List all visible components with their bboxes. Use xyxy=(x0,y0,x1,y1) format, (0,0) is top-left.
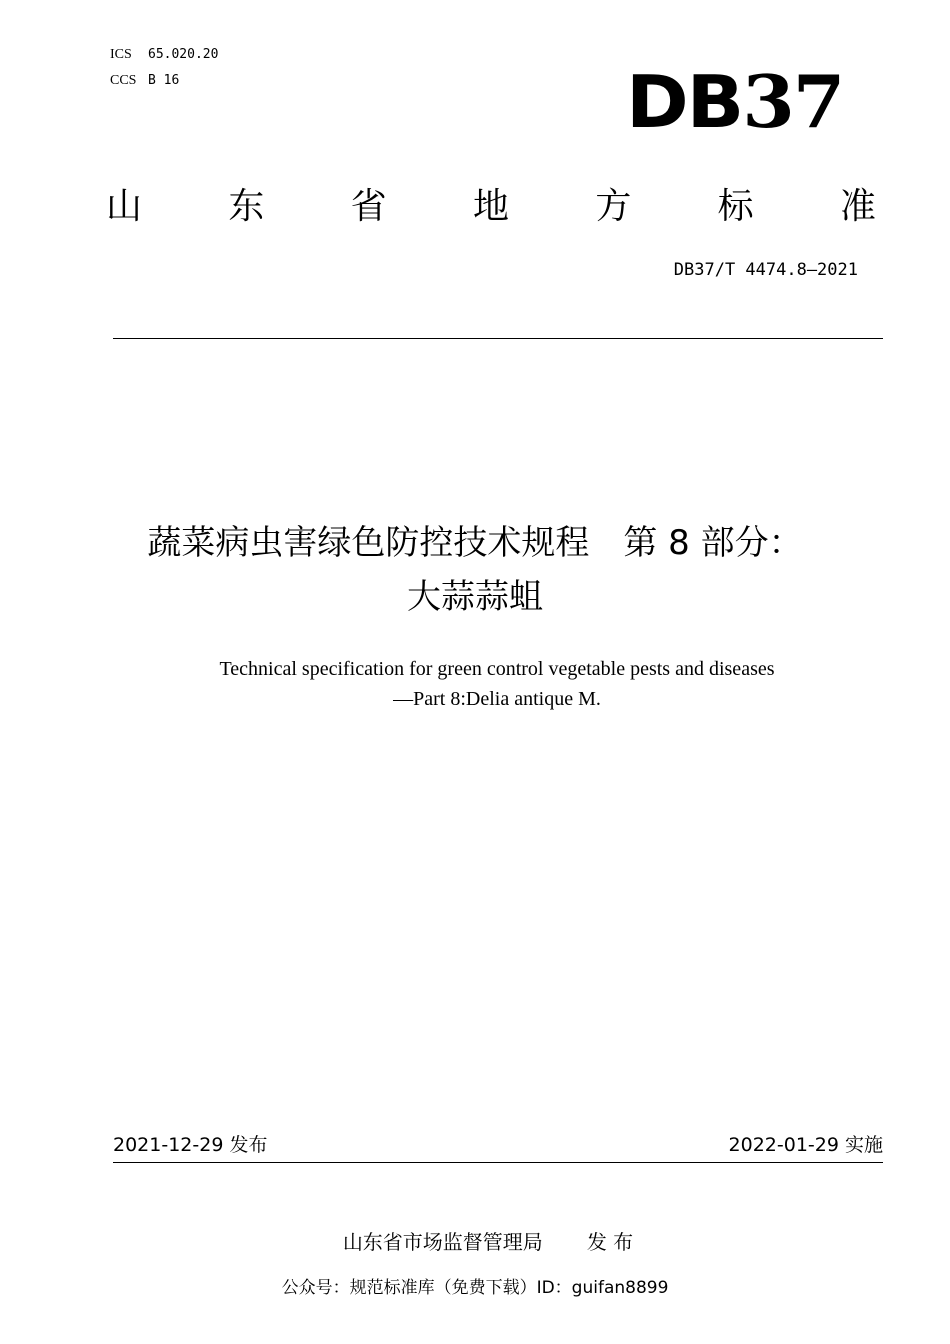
publisher-action: 发 布 xyxy=(586,1230,634,1254)
title-cn-line-1: 蔬菜病虫害绿色防控技术规程 第 8 部分： xyxy=(147,523,803,563)
release-date: 2021-12-29 发布 xyxy=(113,1134,268,1156)
title-cn-line-2: 大蒜蒜蛆 xyxy=(407,577,543,617)
standard-type-char: 地 xyxy=(472,186,509,227)
ics-label: ICS xyxy=(110,47,132,62)
standard-type-char: 东 xyxy=(228,186,265,227)
ccs-value: B 16 xyxy=(148,73,180,88)
title-en-line-2: —Part 8:Delia antique M. xyxy=(393,688,601,710)
publisher-name: 山东省市场监督管理局 xyxy=(342,1230,543,1254)
standard-type-char: 省 xyxy=(350,186,387,227)
document-title-cn xyxy=(0,516,950,624)
footer-divider xyxy=(113,1162,883,1163)
title-en-line-1: Technical specification for green control vegetable pests and diseases xyxy=(219,658,775,680)
logo-prefix: DB xyxy=(626,60,743,144)
implementation-date: 2022-01-29 实施 xyxy=(728,1134,883,1156)
ics-row xyxy=(110,45,218,64)
standard-type-char: 准 xyxy=(839,186,876,227)
footer-note: 公众号：规范标准库（免费下载）ID：guifan8899 xyxy=(281,1278,669,1298)
logo-number: 37 xyxy=(742,59,844,144)
standard-type-char: 山 xyxy=(106,186,143,227)
ccs-row xyxy=(110,71,179,90)
ccs-label: CCS xyxy=(110,73,137,88)
standard-number: DB37/T 4474.8—2021 xyxy=(673,260,858,280)
standard-type-title xyxy=(106,183,876,231)
standard-type-char: 方 xyxy=(595,186,632,227)
document-title-en xyxy=(0,654,950,714)
standard-type-char: 标 xyxy=(717,186,754,227)
header-divider xyxy=(113,338,883,339)
publisher-line xyxy=(0,1228,950,1256)
db37-logo xyxy=(626,59,844,144)
ics-value: 65.020.20 xyxy=(148,47,219,62)
